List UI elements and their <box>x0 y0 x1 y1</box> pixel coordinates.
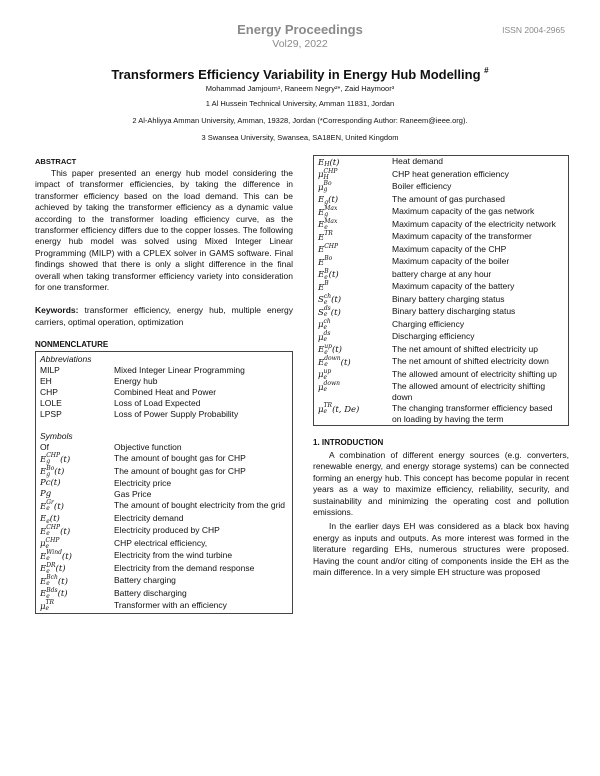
symbol-notation: E TR <box>318 230 333 243</box>
symbol-cell <box>36 525 110 538</box>
description-cell: The allowed amount of electricity shifting up <box>392 368 557 379</box>
symbol-row <box>36 453 292 466</box>
symbol-notation: μ ch e <box>318 317 331 331</box>
nomenclature-table-right <box>313 155 569 426</box>
symbol-cell <box>36 478 110 489</box>
symbol-row <box>314 206 568 219</box>
symbol-cell <box>314 356 388 369</box>
introduction-heading: 1. INTRODUCTION <box>313 438 384 447</box>
symbol-cell <box>314 156 388 169</box>
description-cell: Gas Price <box>114 489 152 500</box>
symbol-cell: EH <box>40 376 52 387</box>
symbol-cell <box>314 306 388 319</box>
introduction-paragraph-2: In the earlier days EH was considered as a black box having energy as inputs and outputs. As more interest was formed in the literature regarding EHs, numerous structures were proposed. Having the count and/or citing of components inside the EH as the main difference. In a very simple EH structure was proposed <box>313 521 569 578</box>
symbol-notation: E CHP <box>318 242 339 255</box>
keywords <box>35 305 293 328</box>
symbol-row <box>36 538 292 551</box>
symbol-notation: Pc(t) <box>40 478 61 489</box>
description-cell: The amount of bought gas for CHP <box>114 465 246 476</box>
description-cell: Binary battery discharging status <box>392 306 516 316</box>
symbol-row <box>36 563 292 576</box>
symbol-notation: μ CHP H <box>318 167 338 181</box>
description-cell: Charging efficiency <box>392 318 465 329</box>
symbol-cell <box>36 500 110 513</box>
symbol-cell: Of <box>40 442 49 453</box>
affiliation-1: 1 Al Hussein Technical University, Amman 11831, Jordan <box>205 99 395 108</box>
journal-volume: Vol29, 2022 <box>272 38 328 50</box>
symbol-row <box>314 369 568 382</box>
symbol-row <box>314 156 568 169</box>
symbol-notation: E down e (t) <box>318 355 351 368</box>
symbol-notation: μ TR e <box>40 599 55 613</box>
symbol-cell <box>314 256 388 269</box>
symbol-notation: Pg <box>40 489 52 500</box>
symbol-row <box>36 478 292 489</box>
symbol-row <box>36 466 292 479</box>
description-cell: Maximum capacity of the electricity network <box>392 218 556 229</box>
symbol-cell <box>36 575 110 588</box>
description-cell: CHP heat generation efficiency <box>392 168 509 179</box>
symbol-notation: E Bo g (t) <box>40 464 65 478</box>
symbol-notation: E Bds e (t) <box>40 586 68 600</box>
abstract-heading: ABSTRACT <box>35 157 77 166</box>
symbol-notation: μ Bo g <box>318 180 332 193</box>
symbol-row <box>36 575 292 588</box>
keywords-label: Keywords: <box>35 305 79 316</box>
symbol-notation: S ch e (t) <box>318 292 342 306</box>
abbreviations-heading-label: Abbreviations <box>40 354 92 365</box>
description-cell: Loss of Power Supply Probability <box>114 409 239 420</box>
symbol-row <box>314 169 568 182</box>
symbol-notation: μ up e <box>318 367 332 381</box>
affiliation-2: 2 Al-Ahliyya Amman University, Amman, 19328, Jordan (*Corresponding Author: Raneem@ieee.org). <box>132 116 468 125</box>
symbol-notation: E up e (t) <box>318 342 342 356</box>
symbol-cell <box>314 181 388 194</box>
symbol-notation: E e (t) <box>40 514 60 525</box>
description-cell: Discharging efficiency <box>392 331 475 341</box>
description-cell: battery charge at any hour <box>392 268 492 279</box>
description-cell: Maximum capacity of the boiler <box>392 256 510 266</box>
description-cell: Battery discharging <box>114 587 187 598</box>
description-cell: CHP electrical efficiency, <box>114 537 208 548</box>
description-cell: Energy hub <box>114 376 158 387</box>
symbol-cell <box>36 466 110 479</box>
symbol-cell <box>314 231 388 244</box>
description-cell: Combined Heat and Power <box>114 387 217 398</box>
symbol-row <box>314 256 568 269</box>
symbol-notation: S ds e (t) <box>318 305 341 318</box>
symbol-notation: E H (t) <box>318 157 340 168</box>
journal-name: Energy Proceedings <box>237 22 363 37</box>
right-column <box>313 155 569 578</box>
description-cell: Maximum capacity of the CHP <box>392 243 507 254</box>
symbol-notation: μ down e <box>318 380 340 393</box>
description-cell: Electricity from the wind turbine <box>114 550 233 561</box>
symbol-row <box>314 403 568 425</box>
symbol-row <box>36 513 292 526</box>
description-cell: The net amount of shifted electricity down <box>392 356 549 366</box>
symbol-row <box>36 600 292 613</box>
keywords-text: transformer efficiency, energy hub, multiple energy carriers, optimal operation, optimization <box>35 305 293 327</box>
abbreviation-row <box>36 387 292 398</box>
symbol-notation: μ ds e <box>318 330 331 343</box>
symbol-row <box>314 194 568 207</box>
description-cell: Electricity demand <box>114 512 184 523</box>
symbol-notation: E B <box>318 280 329 293</box>
symbol-row <box>314 181 568 194</box>
symbol-row <box>314 306 568 319</box>
description-cell: The amount of bought electricity from the grid <box>114 500 286 511</box>
symbol-row <box>314 281 568 294</box>
paper-title <box>0 66 600 82</box>
description-cell: Boiler efficiency <box>392 181 452 191</box>
symbol-cell <box>314 403 388 425</box>
abstract-section <box>35 157 293 614</box>
symbol-row <box>314 219 568 232</box>
symbol-notation: E DR e (t) <box>40 561 66 575</box>
symbols-heading-label: Symbols <box>40 431 73 442</box>
description-cell: Loss of Load Expected <box>114 398 201 409</box>
abbreviation-row <box>36 376 292 387</box>
description-cell: Maximum capacity of the gas network <box>392 206 535 216</box>
description-cell: Maximum capacity of the transformer <box>392 231 532 241</box>
symbol-row <box>314 231 568 244</box>
abstract-text: This paper presented an energy hub model considering the impact of transformer efficiencies, by taking the difference in transformer efficiency based on the load demand. This can be achieved by taking the transformer efficiency as a dynamic value according to the transformer loading efficiency curve, as the transformer efficiency differs due to the copper losses. The following energy hub model was solved using Mixed Integer Linear Programming (MILP) with a CPLEX solver in GAMS software. Final findings showed that there is only a slight difference in the final overall when taking transformer efficiency variety into consideration for one transformer. <box>35 168 293 293</box>
description-cell: The amount of bought gas for CHP <box>114 453 246 464</box>
authors: Mohammad Jamjoum¹, Raneem Negry²*, Zaid Haymoor³ <box>205 84 395 93</box>
symbol-row <box>36 525 292 538</box>
description-cell: Transformer with an efficiency <box>114 600 227 611</box>
symbol-notation: E Bo <box>318 255 333 268</box>
description-cell: Mixed Integer Linear Programming <box>114 365 245 376</box>
abbreviation-row <box>36 398 292 409</box>
title-footnote-mark: # <box>484 66 489 75</box>
description-cell: Electricity produced by CHP <box>114 525 220 536</box>
description-cell: Maximum capacity of the battery <box>392 281 515 291</box>
symbol-notation: E g (t) <box>318 195 339 206</box>
symbol-cell: CHP <box>40 387 58 398</box>
symbol-row <box>36 500 292 513</box>
symbols-heading <box>36 429 292 442</box>
symbol-cell: LOLE <box>40 398 62 409</box>
nomenclature-heading: NONMENCLATURE <box>35 340 109 350</box>
table-spacer <box>36 420 292 429</box>
symbol-notation: μ TR e (t, De) <box>318 402 360 415</box>
symbol-notation: E Wind e (t) <box>40 549 72 563</box>
description-cell: Binary battery charging status <box>392 293 505 304</box>
symbol-row <box>314 331 568 344</box>
description-cell: Heat demand <box>392 156 444 166</box>
abbreviations-heading <box>36 352 292 365</box>
abbreviation-row <box>36 365 292 376</box>
introduction-paragraph-1: A combination of different energy sources (e.g. converters, renewable energy, and energy storage systems) can be connected forming an energy hub. This concept has become popular in recent years as a way to maximize efficiency, reliability, security, and sustainability and minimizing the operating cost and pollution emissions. <box>313 450 569 518</box>
symbol-cell <box>314 381 388 403</box>
symbol-notation: E Gr e (t) <box>40 499 64 513</box>
description-cell: Battery charging <box>114 575 176 586</box>
symbol-row <box>314 269 568 282</box>
symbol-cell <box>314 206 388 219</box>
paper-title-text: Transformers Efficiency Variability in Energy Hub Modelling <box>111 67 481 82</box>
symbol-row <box>314 319 568 332</box>
description-cell: Electricity price <box>114 478 172 489</box>
symbol-notation: E B e (t) <box>318 267 339 281</box>
description-cell: The allowed amount of electricity shifting down <box>392 381 546 402</box>
symbol-notation: E Bch e (t) <box>40 574 68 588</box>
symbol-row <box>314 356 568 369</box>
affiliation-3: 3 Swansea University, Swansea, SA18EN, United Kingdom <box>201 133 399 142</box>
symbol-notation: E CHP e (t) <box>40 524 71 538</box>
description-cell: Electricity from the demand response <box>114 562 255 573</box>
symbol-cell <box>314 281 388 294</box>
symbol-cell <box>36 453 110 466</box>
symbol-row <box>36 442 292 453</box>
description-cell: The amount of gas purchased <box>392 193 505 204</box>
symbol-notation: E CHP g (t) <box>40 452 71 466</box>
symbol-notation: E Max e <box>318 217 338 231</box>
symbol-row <box>36 588 292 601</box>
nomenclature-table-left <box>35 351 293 614</box>
symbol-notation: E Max g <box>318 205 338 218</box>
symbol-cell: LPSP <box>40 409 62 420</box>
symbol-cell <box>36 600 110 613</box>
symbol-row <box>314 294 568 307</box>
symbol-cell <box>314 331 388 344</box>
abbreviation-row <box>36 409 292 420</box>
description-cell: The changing transformer efficiency based on loading by having the term <box>392 403 553 424</box>
issn: ISSN 2004-2965 <box>502 25 565 35</box>
symbol-cell: MILP <box>40 365 60 376</box>
symbol-notation: μ CHP e <box>40 536 60 550</box>
symbol-row <box>36 489 292 500</box>
symbol-cell <box>36 550 110 563</box>
symbol-row <box>314 381 568 403</box>
symbol-row <box>314 344 568 357</box>
description-cell: The net amount of shifted electricity up <box>392 343 538 354</box>
symbol-row <box>314 244 568 257</box>
description-cell: Objective function <box>114 442 182 453</box>
symbol-row <box>36 550 292 563</box>
